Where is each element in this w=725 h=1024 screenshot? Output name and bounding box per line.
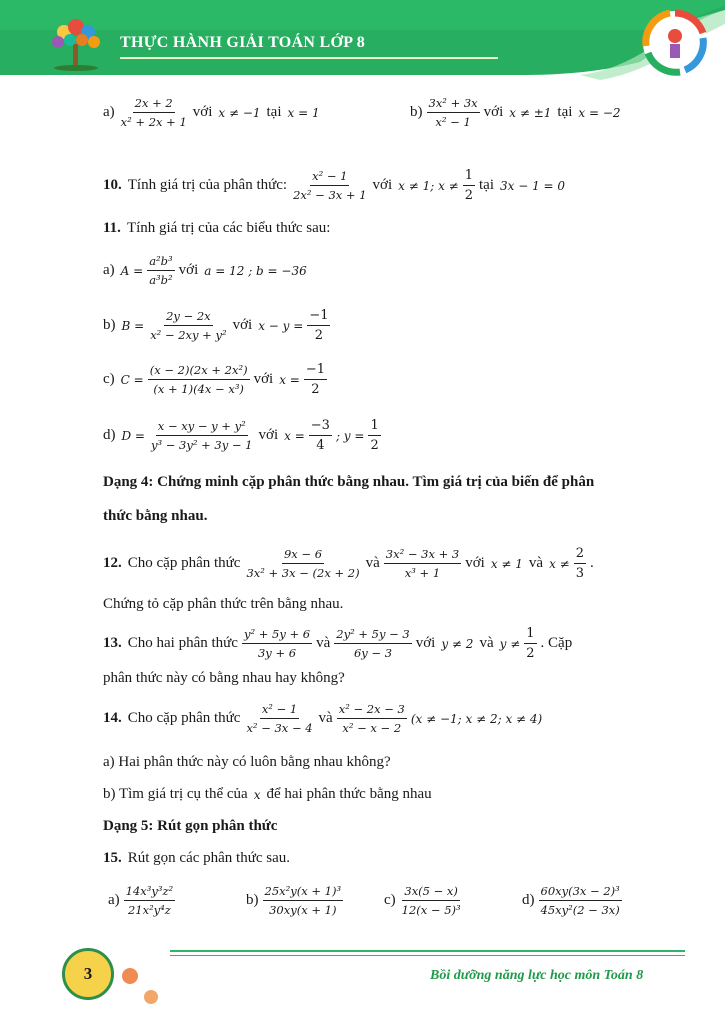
page-number-badge: 3 (62, 948, 114, 1000)
p11-title: 11. Tính giá trị của các biểu thức sau: (103, 220, 331, 236)
decor-dot-icon (144, 990, 158, 1004)
p11-a: a) A = $\frac{\text{a²b³}}{\text{a³b²}}$ với a = 12 ; b = −36 (103, 254, 307, 287)
decor-dot-icon (122, 968, 138, 984)
p9-b-fraction: $\frac{\text{3x² + 3x}}{\text{x² − 1}}$ (428, 96, 478, 129)
dang4-line1: Dạng 4: Chứng minh cặp phân thức bằng nhau. Tìm giá trị của biến để phân (103, 474, 595, 490)
header-title: THỰC HÀNH GIẢI TOÁN LỚP 8 (120, 34, 366, 51)
p9-a-label: a) (103, 104, 115, 120)
p13-line2: phân thức này có bằng nhau hay không? (103, 670, 345, 686)
p10-fraction: $\frac{\text{x² − 1}}{\text{2x² − 3x + 1}}$ (293, 169, 367, 202)
p15-c: c) $\frac{3x(5 - x)}{\text{12(x − 5)³}}$ (384, 884, 461, 917)
school-logo-icon (640, 8, 710, 78)
footer-text: Bồi dưỡng năng lực học môn Toán 8 (430, 968, 644, 983)
p9-row: a) $\frac{2x + 2}{\text{x² + 2x + 1}}$ với x ≠ −1 tại x = 1 (103, 96, 320, 129)
p11-c: c) C = $\frac{\text{(x − 2)(2x + 2x²)}}{\text{(x + 1)(4x − x³)}}$ với x = $\frac{-1}{2}$ (103, 362, 325, 397)
p9-a-fraction: $\frac{2x + 2}{\text{x² + 2x + 1}}$ (120, 96, 187, 129)
p14-row: 14. Cho cặp phân thức $\frac{\text{x² − 1}}{\text{x² − 3x − 4}}$ và $\frac{\text{x² − 2x − 3}}{\text{x² − x − 2}}$ (x ≠ −1; x ≠ 2; x ≠ 4) (103, 702, 543, 735)
p13-row: 13. Cho hai phân thức $\frac{\text{y² + 5y + 6}}{3y + 6}$ và $\frac{\text{2y² + 5y − 3}}{6y - 3}$ với y ≠ 2 và y ≠ $\frac{1}{2}$ . Cặp (103, 626, 573, 661)
footer-divider-thin (170, 955, 685, 956)
p15-title: 15. Rút gọn các phân thức sau. (103, 850, 291, 866)
footer-divider (170, 950, 685, 952)
p15-b: b) $\frac{\text{25x²y(x + 1)³}}{30xy(x + 1)}$ (246, 884, 342, 917)
dang5-title: Dạng 5: Rút gọn phân thức (103, 818, 278, 834)
p9-b-row: b) $\frac{\text{3x² + 3x}}{\text{x² − 1}}$ với x ≠ ±1 tại x = −2 (410, 96, 621, 129)
p15-d: d) $\frac{\text{60xy(3x − 2)³}}{\text{45xy²(2 − 3x)}}$ (522, 884, 620, 917)
p10-row: 10. Tính giá trị của phân thức: $\frac{\text{x² − 1}}{\text{2x² − 3x + 1}}$ với x ≠ 1; x ≠ $\frac{1}{2}$ tại 3x − 1 = 0 (103, 168, 566, 203)
p11-d: d) D = $\frac{\text{x − xy − y + y²}}{\text{y³ − 3y² + 3y − 1}}$ với x = $\frac{-3}{4}$ ; y = $\frac{1}{2}$ (103, 418, 379, 453)
p12-line2: Chứng tỏ cặp phân thức trên bằng nhau. (103, 596, 344, 612)
dang4-line2: thức bằng nhau. (103, 508, 208, 524)
tree-logo-icon (44, 18, 108, 72)
p15-a: a) $\frac{\text{14x³y³z²}}{\text{21x²y⁴z}}$ (108, 884, 174, 917)
p14-qb: b) Tìm giá trị cụ thể của x để hai phân thức bằng nhau (103, 786, 432, 802)
p11-b: b) B = $\frac{2y - 2x}{\text{x² − 2xy + y²}}$ với x − y = $\frac{-1}{2}$ (103, 308, 329, 343)
p9-b-label: b) (410, 104, 423, 120)
p14-qa: a) Hai phân thức này có luôn bằng nhau không? (103, 754, 391, 770)
p12-row: 12. Cho cặp phân thức $\frac{9x - 6}{\text{3x² + 3x − (2x + 2)}}$ và $\frac{\text{3x² − 3x + 3}}{\text{x³ + 1}}$ với x ≠ 1 và x ≠ $\frac{2}{3}$ . (103, 546, 594, 581)
